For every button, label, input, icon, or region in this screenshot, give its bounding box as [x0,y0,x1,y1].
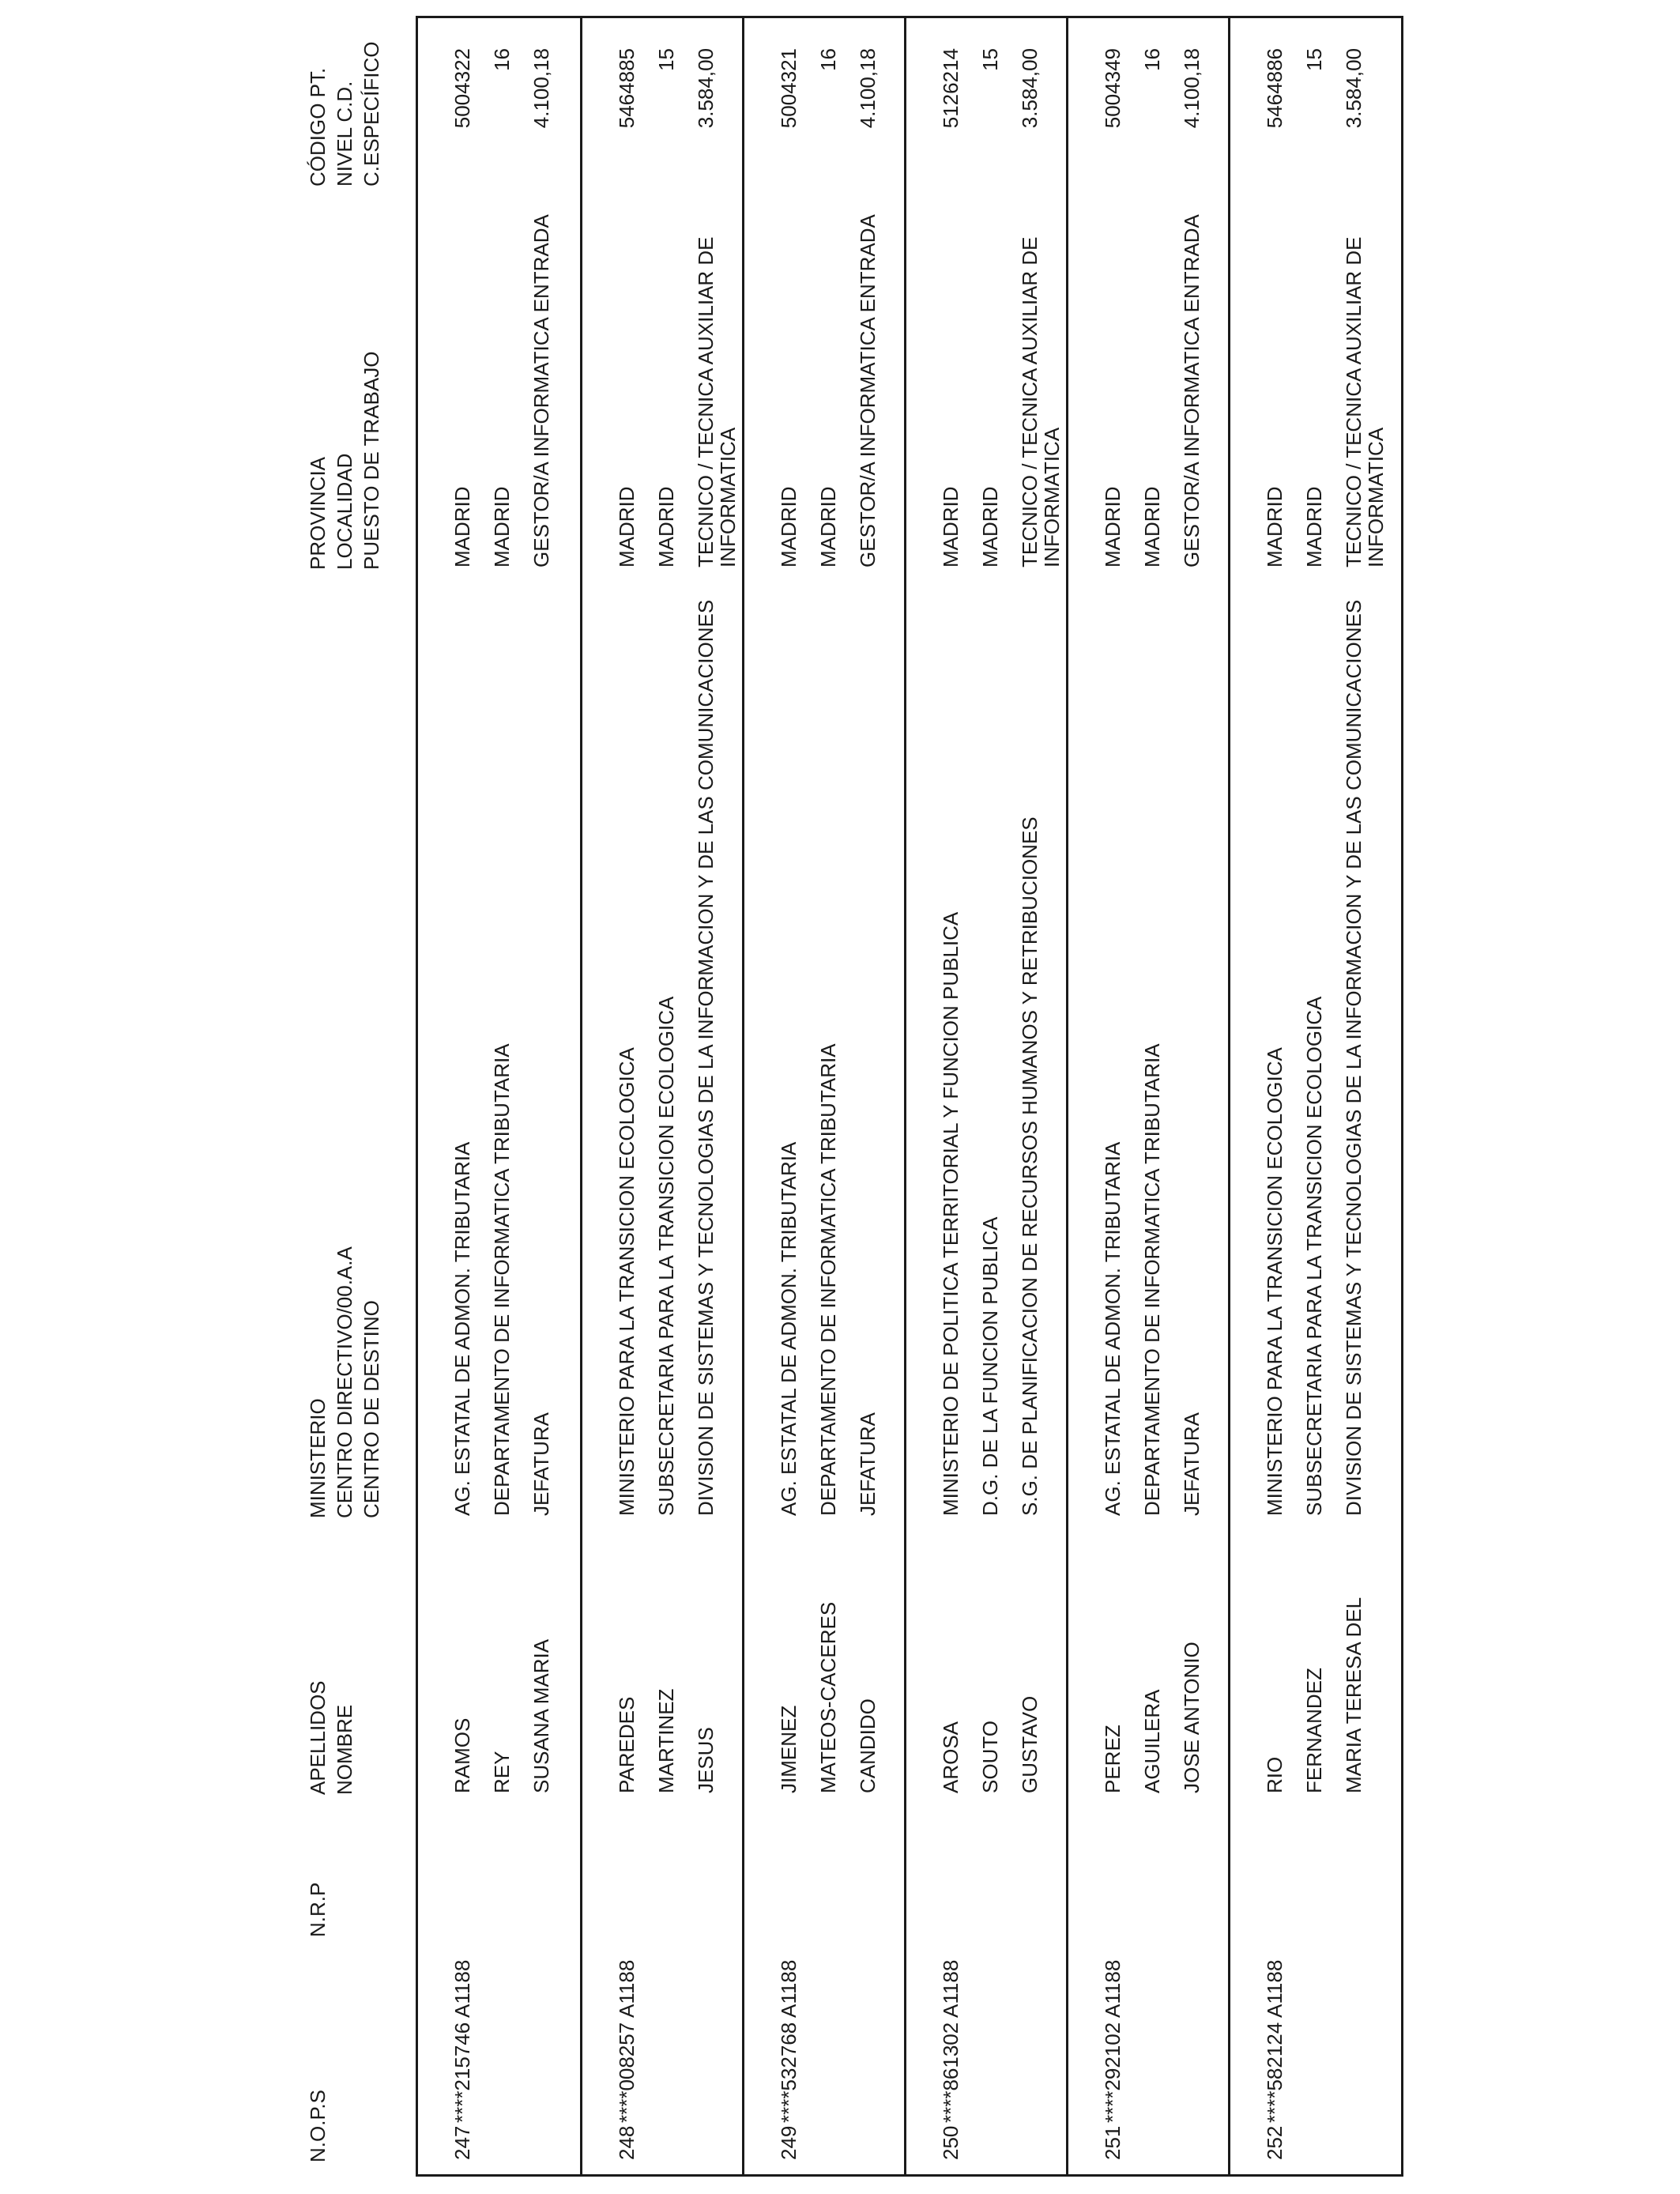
apellido2-cell: AGUILERA [1140,1689,1164,1793]
codigo-cell: 5126214 [939,48,962,129]
nombre-cell: MARIA TERESA DEL [1342,1596,1365,1793]
nrp-cell: ****532768 A1188 [777,1959,800,2123]
nrp-cell: ****008257 A1188 [615,1959,638,2123]
provincia-cell: MADRID [450,486,474,567]
especifico-cell: 3.584,00 [1342,48,1365,129]
centro-directivo-cell: DEPARTAMENTO DE INFORMATICA TRIBUTARIA [1140,1043,1164,1516]
codigo-cell: 5464885 [615,48,638,129]
table-row [1228,18,1403,2174]
localidad-cell: MADRID [654,486,678,567]
table-row [742,18,906,2174]
centro-directivo-cell: DEPARTAMENTO DE INFORMATICA TRIBUTARIA [816,1043,840,1516]
provincia-cell: MADRID [1101,486,1124,567]
ministerio-cell: AG. ESTATAL DE ADMON. TRIBUTARIA [450,1141,474,1516]
nivel-cell: 15 [978,48,1002,71]
codigo-cell: 5464886 [1263,48,1286,129]
header-localidad-label: LOCALIDAD [333,453,356,570]
nops-cell: 252 [1263,2125,1286,2160]
codigo-cell: 5004322 [450,48,474,129]
header-provincia [304,352,385,570]
nops-cell: 251 [1101,2125,1124,2160]
centro-directivo-cell: D.G. DE LA FUNCION PUBLICA [978,1216,1002,1516]
centro-destino-cell: DIVISION DE SISTEMAS Y TECNOLOGIAS DE LA INFORMACION Y DE LAS COMUNICACIONES [1342,599,1365,1516]
apellido2-cell: MATEOS-CACERES [816,1601,840,1793]
especifico-cell: 4.100,18 [529,48,553,129]
apellido2-cell: REY [490,1751,514,1793]
puesto-cell: GESTOR/A INFORMATICA ENTRADA [1180,214,1203,567]
ministerio-cell: MINISTERIO DE POLITICA TERRITORIAL Y FUNCION PUBLICA [939,911,962,1516]
ministerio-cell: AG. ESTATAL DE ADMON. TRIBUTARIA [777,1141,800,1516]
header-nops-label: N.O.P.S [306,2089,330,2162]
centro-destino-cell: S.G. DE PLANIFICACION DE RECURSOS HUMANOS Y RETRIBUCIONES [1018,816,1042,1516]
puesto-cell: TECNICO / TECNICA AUXILIAR DE INFORMATICA [694,236,740,567]
header-nrp [304,1883,331,1937]
nombre-cell: SUSANA MARIA [529,1638,553,1793]
apellido1-cell: JIMENEZ [777,1705,800,1793]
apellido2-cell: MARTINEZ [654,1688,678,1793]
provincia-cell: MADRID [1263,486,1286,567]
nrp-cell: ****861302 A1188 [939,1959,962,2123]
provincia-cell: MADRID [939,486,962,567]
nops-cell: 249 [777,2125,800,2160]
header-ministerio [304,1246,385,1518]
nivel-cell: 15 [654,48,678,71]
nombre-cell: GUSTAVO [1018,1695,1042,1793]
centro-directivo-cell: SUBSECRETARIA PARA LA TRANSICION ECOLOGICA [1302,996,1326,1516]
especifico-cell: 3.584,00 [1018,48,1042,129]
codigo-cell: 5004321 [777,48,800,129]
codigo-cell: 5004349 [1101,48,1124,129]
nrp-cell: ****292102 A1188 [1101,1959,1124,2123]
apellido1-cell: RAMOS [450,1717,474,1793]
nrp-cell: ****582124 A1188 [1263,1959,1286,2123]
localidad-cell: MADRID [978,486,1002,567]
header-nrp-label: N.R.P [306,1882,330,1937]
table-row [418,18,580,2174]
header-centro-destino-label: CENTRO DE DESTINO [360,1300,383,1518]
header-names [304,1680,358,1795]
nops-cell: 247 [450,2125,474,2160]
header-nombre-label: NOMBRE [333,1704,356,1795]
header-codigo-label: CÓDIGO PT. [306,67,330,187]
ministerio-cell: MINISTERIO PARA LA TRANSICION ECOLOGICA [615,1047,638,1516]
apellido1-cell: AROSA [939,1721,962,1793]
centro-directivo-cell: SUBSECRETARIA PARA LA TRANSICION ECOLOGICA [654,996,678,1516]
centro-destino-cell: DIVISION DE SISTEMAS Y TECNOLOGIAS DE LA INFORMACION Y DE LAS COMUNICACIONES [694,599,718,1516]
header-codigo [304,42,385,187]
nivel-cell: 16 [490,48,514,71]
localidad-cell: MADRID [816,486,840,567]
records-table [416,16,1403,2177]
localidad-cell: MADRID [1140,486,1164,567]
especifico-cell: 4.100,18 [1180,48,1203,129]
header-especifico-label: C.ESPECÍFICO [360,41,383,187]
nombre-cell: CANDIDO [856,1698,880,1793]
especifico-cell: 4.100,18 [856,48,880,129]
localidad-cell: MADRID [1302,486,1326,567]
apellido1-cell: PEREZ [1101,1725,1124,1793]
nops-cell: 248 [615,2125,638,2160]
centro-directivo-cell: DEPARTAMENTO DE INFORMATICA TRIBUTARIA [490,1043,514,1516]
table-row [580,18,744,2174]
apellido1-cell: RIO [1263,1756,1286,1793]
centro-destino-cell: JEFATURA [1180,1412,1203,1516]
table-row [1066,18,1230,2174]
nombre-cell: JESUS [694,1727,718,1793]
puesto-cell: TECNICO / TECNICA AUXILIAR DE INFORMATICA [1018,236,1064,567]
provincia-cell: MADRID [615,486,638,567]
puesto-cell: GESTOR/A INFORMATICA ENTRADA [529,214,553,567]
apellido1-cell: PAREDES [615,1696,638,1793]
localidad-cell: MADRID [490,486,514,567]
header-apellidos-label: APELLIDOS [306,1680,330,1795]
header-puesto-label: PUESTO DE TRABAJO [360,351,383,570]
puesto-cell: GESTOR/A INFORMATICA ENTRADA [856,214,880,567]
nops-cell: 250 [939,2125,962,2160]
nivel-cell: 16 [1140,48,1164,71]
ministerio-cell: MINISTERIO PARA LA TRANSICION ECOLOGICA [1263,1047,1286,1516]
nombre-cell: JOSE ANTONIO [1180,1642,1203,1793]
ministerio-cell: AG. ESTATAL DE ADMON. TRIBUTARIA [1101,1141,1124,1516]
centro-destino-cell: JEFATURA [856,1412,880,1516]
header-nivel-label: NIVEL C.D. [333,81,356,187]
nivel-cell: 15 [1302,48,1326,71]
apellido2-cell: SOUTO [978,1721,1002,1793]
puesto-cell: TECNICO / TECNICA AUXILIAR DE INFORMATICA [1342,236,1388,567]
centro-destino-cell: JEFATURA [529,1412,553,1516]
especifico-cell: 3.584,00 [694,48,718,129]
header-centro-directivo-label: CENTRO DIRECTIVO/00.A.A [333,1246,356,1518]
table-row [904,18,1068,2174]
nrp-cell: ****215746 A1188 [450,1959,474,2123]
header-nops [304,2090,331,2162]
header-provincia-label: PROVINCIA [306,456,330,570]
header-ministerio-label: MINISTERIO [306,1398,330,1518]
provincia-cell: MADRID [777,486,800,567]
nivel-cell: 16 [816,48,840,71]
apellido2-cell: FERNANDEZ [1302,1668,1326,1793]
